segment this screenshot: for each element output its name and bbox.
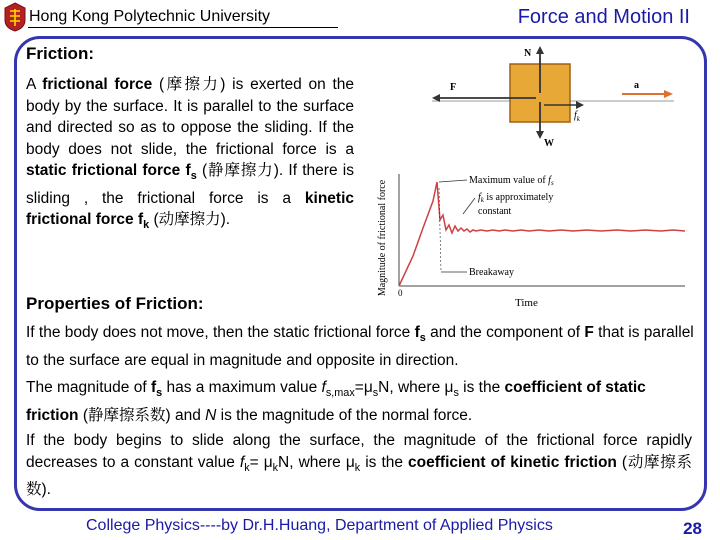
text-run: coefficient of kinetic friction: [408, 453, 617, 471]
annot-max-sym: f: [548, 175, 551, 186]
annot-k-line1: is approximately: [483, 192, 554, 203]
applied-force-label: F: [450, 82, 457, 93]
text-run: N, where μ: [378, 379, 454, 396]
text-run: = μ: [249, 453, 273, 471]
friction-label-sub: k: [576, 115, 580, 123]
text-run: that is parallel to the surface are equal in magnitude and opposite in direction.: [26, 324, 694, 369]
header-underline: [28, 27, 338, 28]
svg-text:Maximum value of fs: [469, 175, 554, 187]
text-run: s,max: [325, 387, 355, 400]
text-run: N, where μ: [278, 453, 355, 471]
text-run: f: [414, 324, 420, 341]
text-run: =μ: [354, 379, 373, 396]
text-run: is the: [360, 453, 409, 471]
text-run: s: [190, 170, 197, 183]
text-run: (动摩擦系数).: [26, 453, 692, 499]
text-run: frictional force: [42, 76, 153, 93]
text-run: f: [239, 453, 245, 471]
text-run: s: [372, 387, 379, 400]
text-run: coefficient of static friction: [26, 379, 646, 424]
text-run: k: [272, 461, 279, 474]
annot-k-sub: k: [480, 196, 484, 204]
text-run: has a maximum value: [162, 379, 322, 396]
text-run: If the body begins to slide along the surface, the magnitude of the frictional force rapidly decreases to a constant value: [26, 432, 692, 471]
properties-paragraph-1: [26, 322, 696, 371]
text-run: and the component of: [425, 324, 585, 341]
text-run: f: [150, 379, 157, 396]
friction-heading: Friction:: [26, 44, 94, 63]
friction-label: f: [574, 110, 577, 121]
normal-force-label: N: [524, 48, 532, 59]
annot-max-prefix: Maximum value of: [469, 175, 549, 186]
text-run: is the: [458, 379, 505, 396]
text-run: (摩擦力) is exerted on the body by the surface. It is parallel to the surface and directed so as to oppose the sliding. If the body does not slide, the frictional force is a: [26, 76, 354, 158]
breakaway-label: Breakaway: [469, 267, 514, 278]
annot-max-sub: s: [550, 179, 554, 187]
page-number: 28: [683, 519, 702, 538]
annot-k-sym: f: [478, 192, 481, 203]
university-logo: [4, 2, 26, 32]
acceleration-label: a: [634, 80, 639, 91]
weight-label: W: [544, 138, 554, 149]
text-run: s: [156, 387, 163, 400]
text-run: static frictional force f: [26, 162, 191, 179]
text-run: kinetic frictional force f: [26, 189, 354, 229]
university-name: Hong Kong Polytechnic University: [29, 8, 271, 25]
text-run: A: [26, 76, 43, 93]
text-run: s: [453, 387, 459, 400]
graph-xlabel: Time: [515, 297, 538, 309]
friction-paragraph: [26, 74, 354, 237]
text-run: is the magnitude of the normal force.: [216, 406, 473, 424]
text-run: (静摩擦系数) and: [78, 406, 206, 424]
graph-origin: 0: [398, 288, 403, 298]
text-run: N: [205, 406, 217, 424]
text-run: s: [419, 332, 426, 345]
graph-ylabel: Magnitude of frictional force: [377, 179, 388, 297]
properties-paragraph-3: [26, 430, 692, 501]
text-run: k: [354, 461, 361, 474]
force-diagram: [428, 42, 678, 160]
svg-text:fk is approximately: [478, 192, 553, 204]
text-run: k: [244, 461, 250, 474]
page-title: Force and Motion II: [517, 6, 690, 28]
footer-credit: College Physics----by Dr.H.Huang, Department of Applied Physics: [86, 517, 553, 534]
text-run: f: [321, 379, 326, 396]
text-run: The magnitude of: [26, 379, 151, 396]
annot-k-line2: constant: [478, 206, 512, 217]
text-run: F: [584, 324, 594, 341]
text-run: k: [143, 219, 150, 232]
properties-heading: Properties of Friction:: [26, 294, 204, 313]
text-run: (动摩擦力).: [149, 211, 231, 229]
text-run: (静摩擦力). If there is sliding , the frictional force is a: [26, 162, 354, 207]
properties-paragraph-2: [26, 377, 696, 426]
friction-time-graph: [373, 168, 690, 309]
text-run: If the body does not move, then the static frictional force: [26, 324, 415, 341]
